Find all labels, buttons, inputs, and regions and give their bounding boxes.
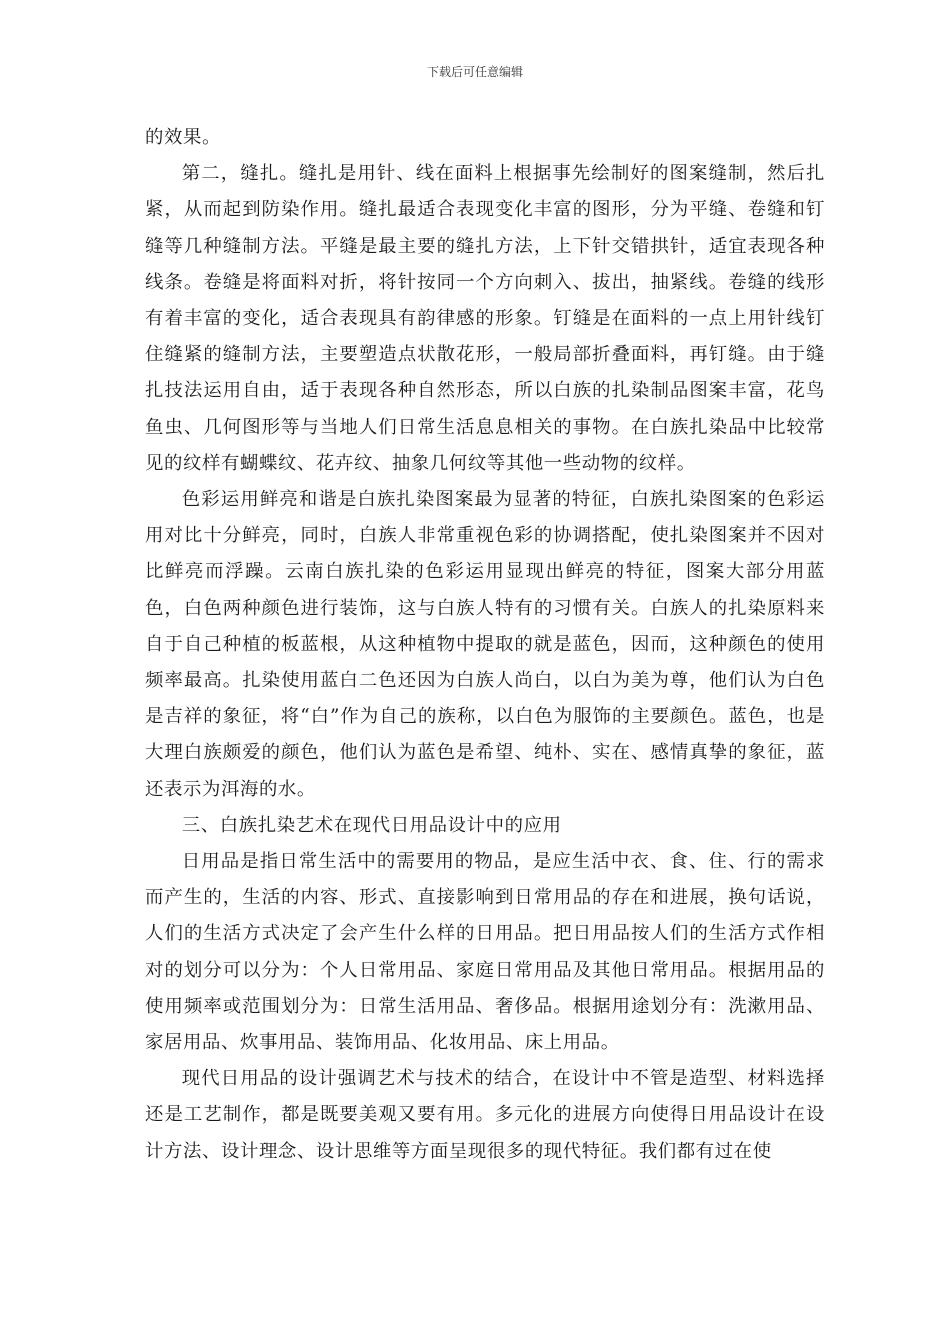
page-header: 下载后可任意编辑 (426, 65, 523, 79)
paragraph-color-usage: 色彩运用鲜亮和谐是白族扎染图案最为显著的特征，白族扎染图案的色彩运用对比十分鲜亮，同时，白族人非常重视色彩的协调搭配，使扎染图案并不因对比鲜亮而浮躁。云南白族扎染的色彩运用显现出鲜亮的特征，图案大部分用蓝色，白色两种颜色进行装饰，这与白族人特有的习惯有关。白族人的扎染原料来自于自己种植的板蓝根，从这种植物中提取的就是蓝色，因而，这种颜色的使用频率最高。扎染使用蓝白二色还因为白族人尚白，以白为美为尊，他们认为白色是吉祥的象征，将“白”作为自己的族称，以白色为服饰的主要颜色。蓝色，也是大理白族颇爱的颜色，他们认为蓝色是希望、纯朴、实在、感情真挚的象征，蓝还表示为洱海的水。 (145, 489, 825, 800)
paragraph-modern-design: 现代日用品的设计强调艺术与技术的结合，在设计中不管是造型、材料选择还是工艺制作，都是既要美观又要有用。多元化的进展方向使得日用品设计在设计方法、设计理念、设计思维等方面呈现很多的现代特征。我们都有过在使 (145, 1068, 825, 1162)
paragraph-stitch-binding: 第二，缝扎。缝扎是用针、线在面料上根据事先绘制好的图案缝制，然后扎紧，从而起到防染作用。缝扎最适合表现变化丰富的图形，分为平缝、卷缝和钉缝等几种缝制方法。平缝是最主要的缝扎方法，上下针交错拱针，适宜表现各种线条。卷缝是将面料对折，将针按同一个方向刺入、拔出，抽紧线。卷缝的线形有着丰富的变化，适合表现具有韵律感的形象。钉缝是在面料的一点上用针线钉住缝紧的缝制方法，主要塑造点状散花形，一般局部折叠面料，再钉缝。由于缝扎技法运用自由，适于表现各种自然形态，所以白族的扎染制品图案丰富，花鸟鱼虫、几何图形等与当地人们日常生活息息相关的事物。在白族扎染品中比较常见的纹样有蝴蝶纹、花卉纹、抽象几何纹等其他一些动物的纹样。 (145, 163, 825, 474)
paragraph-continuation: 的效果。 (145, 127, 221, 148)
document-body (145, 120, 825, 1170)
paragraph-daily-goods: 日用品是指日常生活中的需要用的物品，是应生活中衣、食、住、行的需求而产生的，生活的内容、形式、直接影响到日常用品的存在和进展，换句话说，人们的生活方式决定了会产生什么样的日用品。把日用品按人们的生活方式作相对的划分可以分为：个人日常用品、家庭日常用品及其他日常用品。根据用品的使用频率或范围划分为：日常生活用品、奢侈品。根据用途划分有：洗漱用品、家居用品、炊事用品、装饰用品、化妆用品、床上用品。 (145, 851, 825, 1054)
section-heading: 三、白族扎染艺术在现代日用品设计中的应用 (181, 814, 562, 836)
